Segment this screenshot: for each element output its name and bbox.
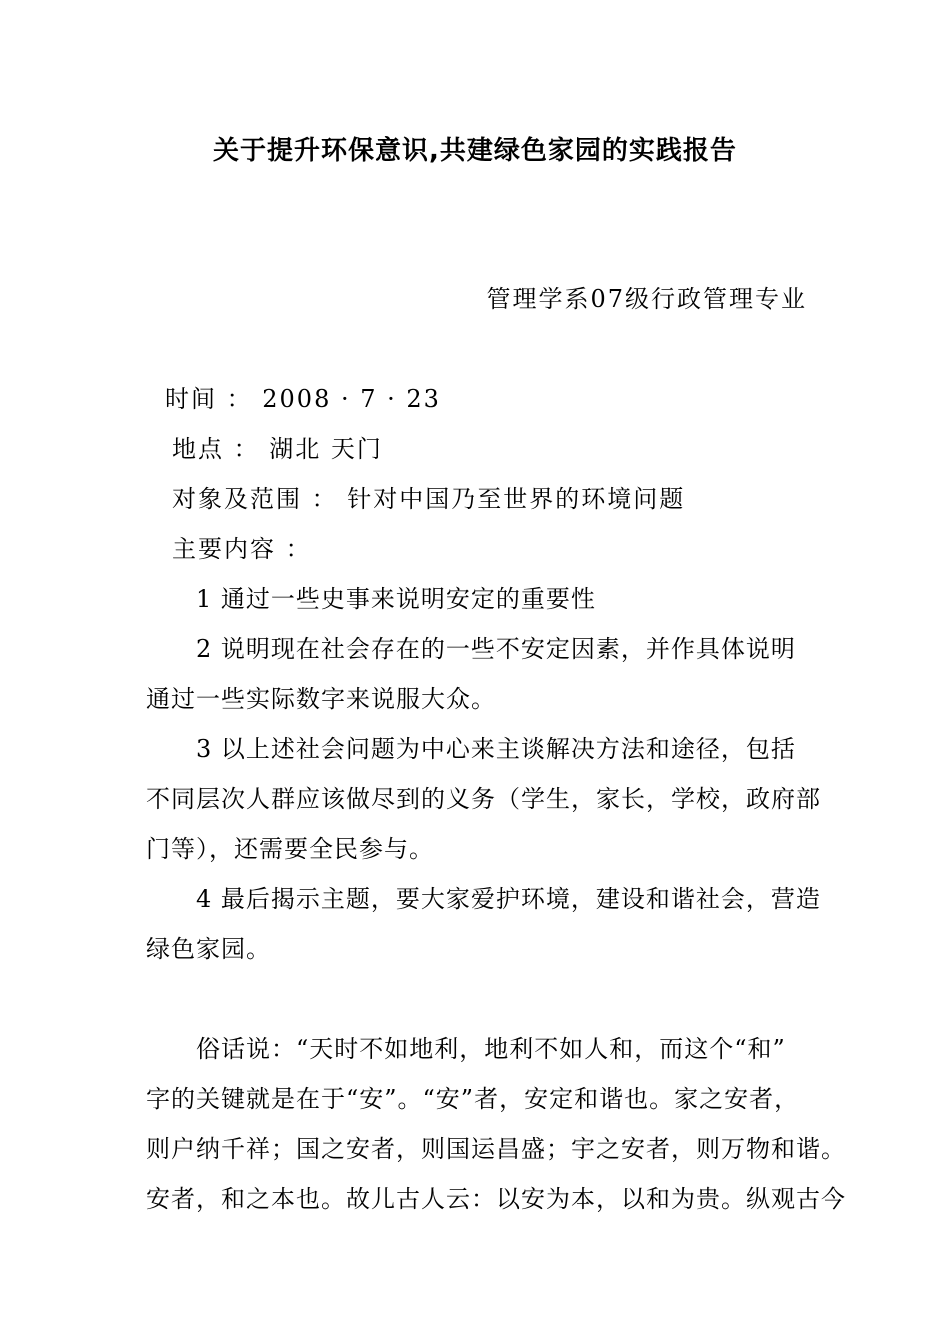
body-paragraph-line-2: 字的关键就是在于“安”。“安”者，安定和谐也。家之安者， (146, 1085, 800, 1113)
body-paragraph-line-4: 安者，和之本也。故儿古人云：以安为本，以和为贵。纵观古今 (146, 1185, 846, 1213)
document-title: 关于提升环保意识,共建绿色家园的实践报告 (213, 136, 737, 166)
meta-content-heading: 主要内容 ： (172, 535, 312, 563)
body-paragraph-line-3: 则户纳千祥；国之安者，则国运昌盛；宇之安者，则万物和谐。 (146, 1135, 846, 1163)
content-item-4-line-2: 绿色家园。 (146, 935, 271, 963)
content-item-2-line-2: 通过一些实际数字来说服大众。 (146, 685, 496, 713)
meta-place: 地点 ： 湖北 天门 (172, 435, 383, 463)
meta-time: 时间 ： 2008 · 7 · 23 (165, 385, 441, 413)
content-item-3-line-1: 3 以上述社会问题为中心来主谈解决方法和途径，包括 (196, 735, 796, 763)
content-item-3-line-3: 门等），还需要全民参与。 (146, 835, 434, 863)
content-item-4-line-1: 4 最后揭示主题，要大家爱护环境，建设和谐社会，营造 (196, 885, 821, 913)
content-item-2-line-1: 2 说明现在社会存在的一些不安定因素，并作具体说明 (196, 635, 796, 663)
meta-scope: 对象及范围 ： 针对中国乃至世界的环境问题 (172, 485, 686, 513)
author-affiliation: 管理学系07级行政管理专业 (486, 285, 807, 313)
body-paragraph-line-1: 俗话说：“天时不如地利，地利不如人和，而这个“和” (196, 1035, 786, 1063)
content-item-3-line-2: 不同层次人群应该做尽到的义务（学生，家长，学校，政府部 (146, 785, 821, 813)
content-item-1: 1 通过一些史事来说明安定的重要性 (196, 585, 596, 613)
